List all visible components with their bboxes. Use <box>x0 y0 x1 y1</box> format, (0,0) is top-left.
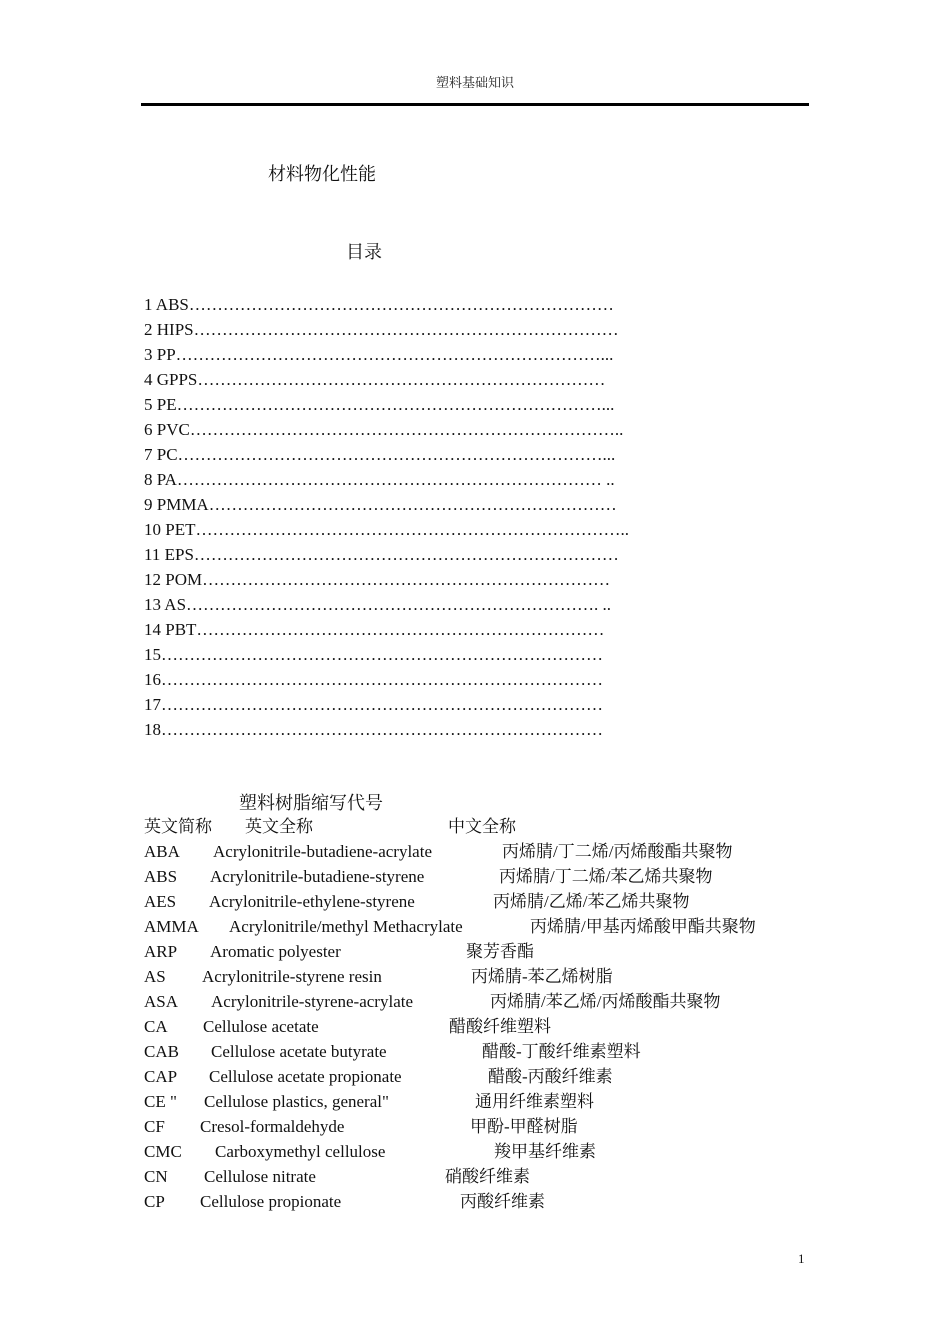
abbr-cell: CMC <box>144 1142 182 1161</box>
abbr-cell: CA <box>144 1017 168 1036</box>
toc-entry[interactable]: 12 POM……………………………………………………………… <box>144 570 611 589</box>
table-row <box>144 889 824 914</box>
table-row <box>144 914 824 939</box>
english-name-cell: Acrylonitrile/methyl Methacrylate <box>229 917 463 936</box>
chinese-name-cell: 丙烯腈-苯乙烯树脂 <box>471 967 613 986</box>
table-row <box>144 1139 824 1164</box>
english-name-cell: Acrylonitrile-butadiene-acrylate <box>213 842 432 861</box>
toc-entry[interactable]: 15…………………………………………………………………… <box>144 645 603 664</box>
toc-entry[interactable]: 8 PA………………………………………………………………… .. <box>144 470 615 489</box>
table-of-contents <box>144 292 764 742</box>
page-header: 塑料基础知识 <box>435 75 514 90</box>
chinese-name-cell: 聚芳香酯 <box>466 942 534 961</box>
abbr-cell: CP <box>144 1192 165 1211</box>
table-row <box>144 964 824 989</box>
abbr-cell: AMMA <box>144 917 199 936</box>
chinese-name-cell: 丙烯腈/丁二烯/苯乙烯共聚物 <box>499 867 713 886</box>
abbr-cell: CAB <box>144 1042 179 1061</box>
chinese-name-cell: 丙烯腈/甲基丙烯酸甲酯共聚物 <box>530 917 756 936</box>
english-name-cell: Cellulose plastics, general" <box>204 1092 389 1111</box>
abbr-cell: AES <box>144 892 177 911</box>
toc-entry[interactable]: 4 GPPS……………………………………………………………… <box>144 370 606 389</box>
abbr-cell: ABS <box>144 867 178 886</box>
chinese-name-cell: 丙烯腈/丁二烯/丙烯酸酯共聚物 <box>502 842 733 861</box>
chinese-name-cell: 醋酸-丁酸纤维素塑料 <box>482 1042 641 1061</box>
column-header-english: 英文全称 <box>245 817 313 836</box>
toc-entry[interactable]: 16…………………………………………………………………… <box>144 670 603 689</box>
table-row <box>144 1014 824 1039</box>
table-row <box>144 839 824 864</box>
column-header-abbr: 英文简称 <box>144 817 212 836</box>
column-header-chinese: 中文全称 <box>448 817 516 836</box>
chinese-name-cell: 醋酸-丙酸纤维素 <box>488 1067 613 1086</box>
table-row <box>144 989 824 1014</box>
toc-entry[interactable]: 5 PE…………………………………………………………………... <box>144 395 615 414</box>
toc-title: 目录 <box>346 242 382 262</box>
abbr-cell: ABA <box>144 842 180 861</box>
english-name-cell: Cellulose nitrate <box>204 1167 316 1186</box>
chinese-name-cell: 甲酚-甲醛树脂 <box>470 1117 578 1136</box>
table-row <box>144 1164 824 1189</box>
toc-entry[interactable]: 6 PVC………………………………………………………………….. <box>144 420 624 439</box>
english-name-cell: Acrylonitrile-styrene-acrylate <box>211 992 414 1011</box>
table-row <box>144 1114 824 1139</box>
english-name-cell: Aromatic polyester <box>210 942 341 961</box>
english-name-cell: Cellulose acetate butyrate <box>211 1042 387 1061</box>
abbr-cell: AS <box>144 967 166 986</box>
abbr-cell: CF <box>144 1117 165 1136</box>
chinese-name-cell: 丙烯腈/苯乙烯/丙烯酸酯共聚物 <box>490 992 721 1011</box>
abbr-cell: CE " <box>144 1092 177 1111</box>
abbr-cell: CN <box>144 1167 168 1186</box>
toc-entry[interactable]: 18…………………………………………………………………… <box>144 720 603 739</box>
english-name-cell: Cresol-formaldehyde <box>200 1117 345 1136</box>
english-name-cell: Acrylonitrile-ethylene-styrene <box>209 892 415 911</box>
toc-entry[interactable]: 11 EPS………………………………………………………………… <box>144 545 619 564</box>
chinese-name-cell: 羧甲基纤维素 <box>494 1142 596 1161</box>
table-row <box>144 864 824 889</box>
abbreviation-header-row <box>144 814 824 839</box>
chinese-name-cell: 硝酸纤维素 <box>445 1167 530 1186</box>
document-title: 材料物化性能 <box>268 164 376 184</box>
toc-entry[interactable]: 3 PP…………………………………………………………………... <box>144 345 614 364</box>
toc-entry[interactable]: 10 PET………………………………………………………………….. <box>144 520 629 539</box>
toc-entry[interactable]: 13 AS………………………………………………………………. .. <box>144 595 612 614</box>
english-name-cell: Acrylonitrile-styrene resin <box>202 967 382 986</box>
abbr-cell: CAP <box>144 1067 178 1086</box>
table-row <box>144 1189 824 1214</box>
english-name-cell: Carboxymethyl cellulose <box>215 1142 386 1161</box>
table-row <box>144 1089 824 1114</box>
abbreviation-section-title: 塑料树脂缩写代号 <box>239 793 383 813</box>
abbr-cell: ARP <box>144 942 178 961</box>
chinese-name-cell: 丙酸纤维素 <box>460 1192 545 1211</box>
table-row <box>144 1064 824 1089</box>
toc-entry[interactable]: 7 PC…………………………………………………………………... <box>144 445 616 464</box>
chinese-name-cell: 丙烯腈/乙烯/苯乙烯共聚物 <box>493 892 690 911</box>
header-rule <box>141 103 809 106</box>
english-name-cell: Cellulose propionate <box>200 1192 342 1211</box>
chinese-name-cell: 通用纤维素塑料 <box>475 1092 594 1111</box>
toc-entry[interactable]: 17…………………………………………………………………… <box>144 695 603 714</box>
page-number: 1 <box>798 1251 805 1266</box>
english-name-cell: Acrylonitrile-butadiene-styrene <box>210 867 425 886</box>
toc-entry[interactable]: 2 HIPS………………………………………………………………… <box>144 320 619 339</box>
toc-entry[interactable]: 14 PBT……………………………………………………………… <box>144 620 605 639</box>
abbr-cell: ASA <box>144 992 179 1011</box>
toc-entry[interactable]: 1 ABS………………………………………………………………… <box>144 295 614 314</box>
table-row <box>144 1039 824 1064</box>
abbreviation-table <box>144 814 824 1214</box>
chinese-name-cell: 醋酸纤维塑料 <box>449 1017 551 1036</box>
table-row <box>144 939 824 964</box>
english-name-cell: Cellulose acetate <box>203 1017 319 1036</box>
toc-entry[interactable]: 9 PMMA……………………………………………………………… <box>144 495 617 514</box>
english-name-cell: Cellulose acetate propionate <box>209 1067 402 1086</box>
